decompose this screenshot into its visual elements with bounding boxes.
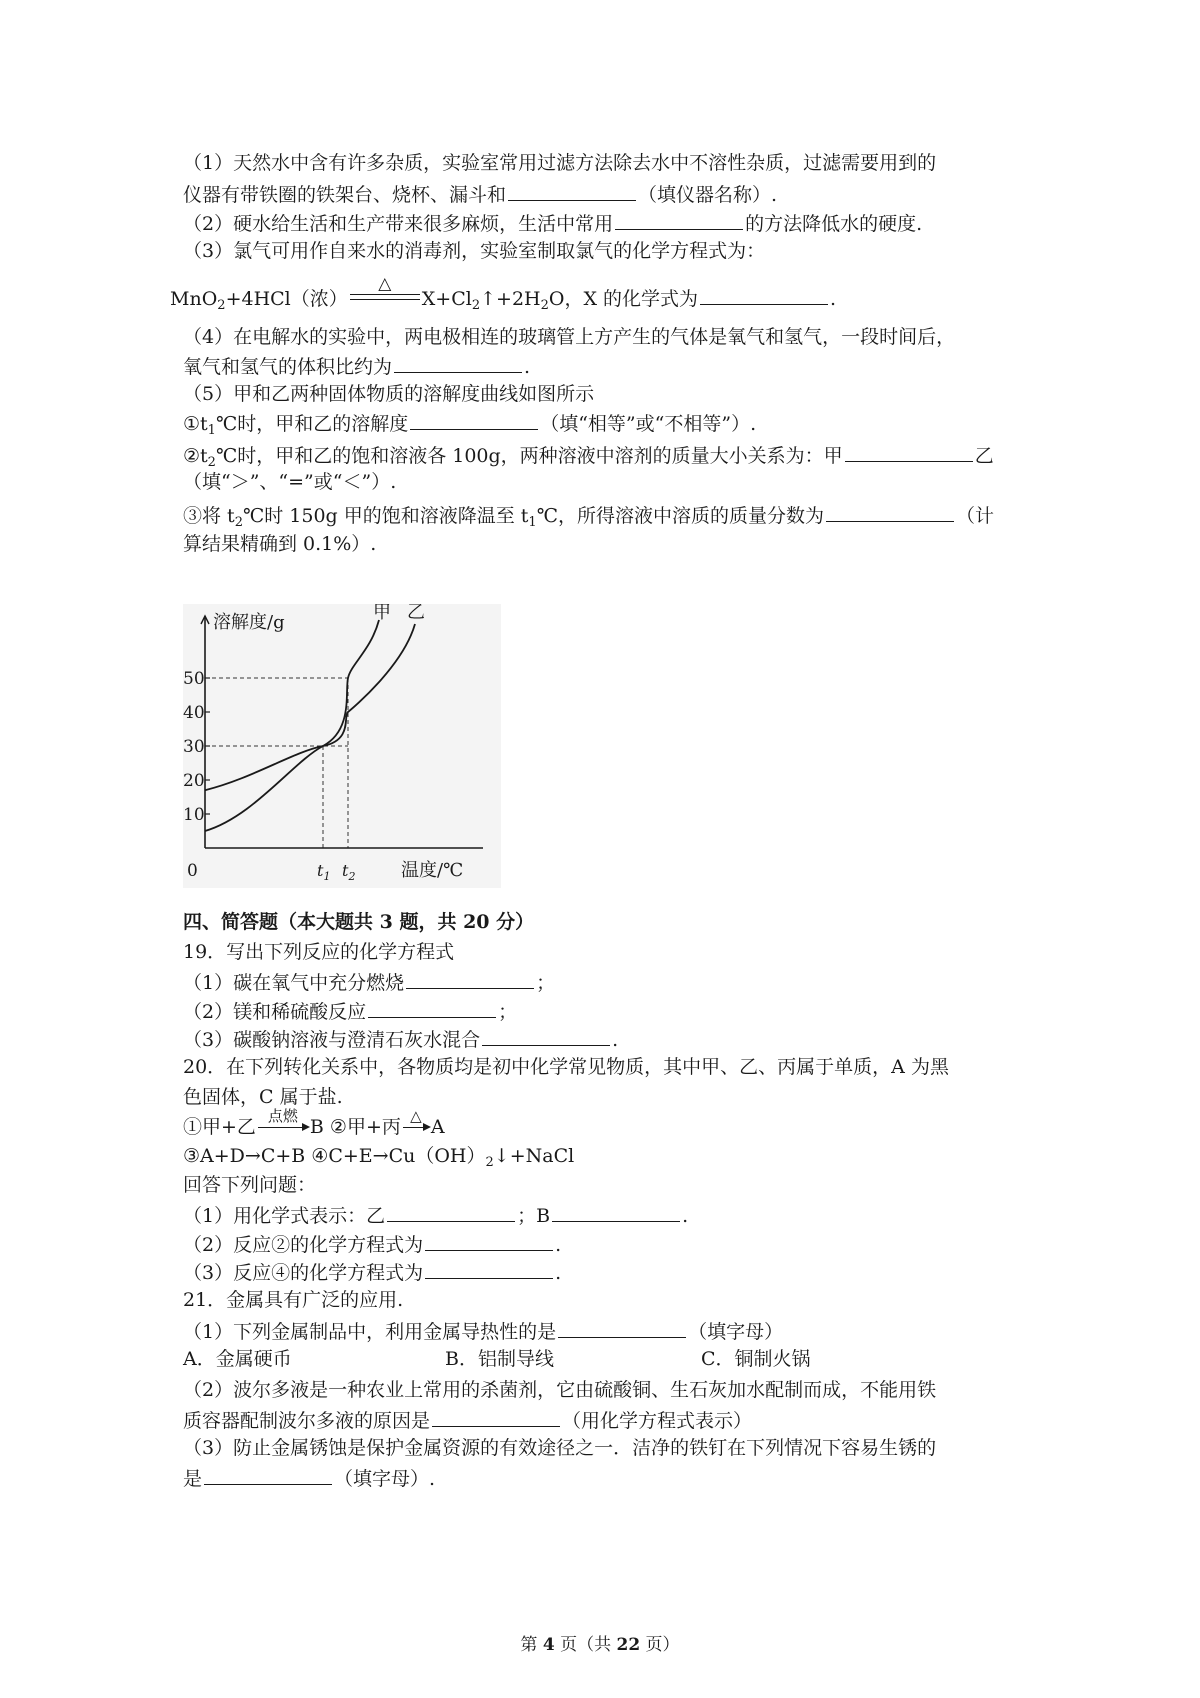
q18-part5-item2-line1: $②t_2℃$时，甲和乙的饱和溶液各 100g，两种溶液中溶剂的质量大小关系为：甲 乙 [183,441,1043,469]
heat-arrow: △ [401,1115,431,1133]
page-footer: 第 4 页（共 22 页） [520,1635,680,1655]
x-tick-label: $t_2$ [342,861,356,883]
q18-part1-line1: （1）天然水中含有许多杂质，实验室常用过滤方法除去水中不溶性杂质，过滤需要用到的 [183,152,937,174]
y-tick-label: 40 [183,703,205,723]
chlorine-equation: MnO$_2$+4HCl（浓） △ $X+Cl_2↑+2H_2O$，X 的化学式为 . [170,274,837,313]
q18-part4-line1: （4）在电解水的实验中，两电极相连的玻璃管上方产生的气体是氧气和氢气，一段时间后， [183,326,956,348]
origin-label: 0 [187,861,198,881]
answer-blank[interactable] [552,1201,680,1222]
x-tick-sub: 2 [348,870,356,883]
q18-part1-line2: 仪器有带铁圈的铁架台、烧杯、漏斗和 （填仪器名称）. [183,180,1043,208]
q20-reactions-1-2: ①甲+乙 点燃 B ②甲+丙 △ A [183,1107,445,1138]
y-tick-label: 30 [183,737,205,757]
y-tick-label: 10 [183,805,205,825]
q20-part2: （2）反应②的化学方程式为 . [183,1230,1043,1258]
answer-blank[interactable] [394,352,522,373]
q18-part5-item1: $①t_1℃$时，甲和乙的溶解度 （填“相等”或“不相等”）. [183,409,1043,437]
q18-part3-line1: （3）氯气可用作自来水的消毒剂，实验室制取氯气的化学方程式为： [183,240,766,262]
q19-part1: （1）碳在氧气中充分燃烧 ； [183,968,1043,996]
answer-blank[interactable] [204,1464,332,1485]
answer-blank[interactable] [432,1406,560,1427]
answer-blank[interactable] [615,209,743,230]
q20-answer-prompt: 回答下列问题： [183,1174,317,1196]
answer-blank[interactable] [368,997,496,1018]
q18-part5-item3-line2: 算结果精确到 0.1%）. [183,533,377,555]
option-a[interactable]: A．金属硬币 [183,1348,292,1370]
q18-part5-item3-line1: ③将 $t_2℃$时 150g 甲的饱和溶液降温至 $t_1℃$，所得溶液中溶质的质量分数为 （计 [183,501,1043,529]
q21-part2-line2: 质容器配制波尔多液的原因是 （用化学方程式表示） [183,1406,1043,1434]
q19-title: 19．写出下列反应的化学方程式 [183,941,455,963]
q20-line2: 色固体，C 属于盐. [183,1086,343,1108]
answer-blank[interactable] [508,180,636,201]
q19-part3: （3）碳酸钠溶液与澄清石灰水混合 . [183,1025,1043,1053]
q20-line1: 20．在下列转化关系中，各物质均是初中化学常见物质，其中甲、乙、丙属于单质，A 为黑 [183,1056,949,1078]
q20-part3: （3）反应④的化学方程式为 . [183,1258,1043,1286]
q18-part2: （2）硬水给生活和生产带来很多麻烦，生活中常用 的方法降低水的硬度. [183,209,1043,237]
answer-blank[interactable] [845,441,973,462]
q18-part4-line2: 氧气和氢气的体积比约为 . [183,352,1043,380]
series-label: 乙 [407,604,425,623]
answer-blank[interactable] [425,1258,553,1279]
double-line-heat-arrow: △ [348,285,422,305]
y-tick-label: 50 [183,669,205,689]
q18-part5-item2-line2: （填“＞”、“=”或“＜”）. [183,471,397,493]
answer-blank[interactable] [558,1317,686,1338]
answer-blank[interactable] [826,501,954,522]
page-total: 22 [616,1635,641,1655]
q19-part2: （2）镁和稀硫酸反应 ； [183,997,1043,1025]
answer-blank[interactable] [425,1230,553,1251]
y-tick-label: 20 [183,771,205,791]
q21-part1: （1）下列金属制品中，利用金属导热性的是 （填字母） [183,1317,1043,1345]
answer-blank[interactable] [387,1201,515,1222]
option-c[interactable]: C．铜制火锅 [701,1348,811,1370]
x-tick-label: $t_1$ [317,861,331,883]
q21-part3-line2: 是 （填字母）. [183,1464,1043,1492]
q21-part2-line1: （2）波尔多液是一种农业上常用的杀菌剂，它由硫酸铜、生石灰加水配制而成，不能用铁 [183,1379,937,1401]
answer-blank[interactable] [482,1025,610,1046]
series-label: 甲 [373,604,391,623]
page-number: 4 [542,1635,555,1655]
solubility-chart [183,604,501,888]
q21-options [183,1346,1043,1372]
q18-part5-intro: （5）甲和乙两种固体物质的溶解度曲线如图所示 [183,383,595,405]
q21-title: 21．金属具有广泛的应用. [183,1289,404,1311]
answer-blank[interactable] [410,409,538,430]
answer-blank[interactable] [406,968,534,989]
answer-blank[interactable] [700,284,828,305]
y-axis-title: 溶解度/g [213,612,285,633]
q20-reactions-3-4: ③A+D→C+B $④C+E\to Cu(OH)_2↓+NaCl$ [183,1145,575,1170]
x-axis-title: 温度/℃ [401,860,464,881]
section-heading: 四、简答题（本大题共 3 题，共 20 分） [183,911,535,933]
x-tick-sub: 1 [323,870,331,883]
option-b[interactable]: B．铝制导线 [445,1348,554,1370]
q20-part1: （1）用化学式表示：乙 ；B . [183,1201,1043,1229]
q21-part3-line1: （3）防止金属锈蚀是保护金属资源的有效途径之一．洁净的铁钉在下列情况下容易生锈的 [183,1437,937,1459]
ignite-arrow: 点燃 [256,1115,310,1133]
